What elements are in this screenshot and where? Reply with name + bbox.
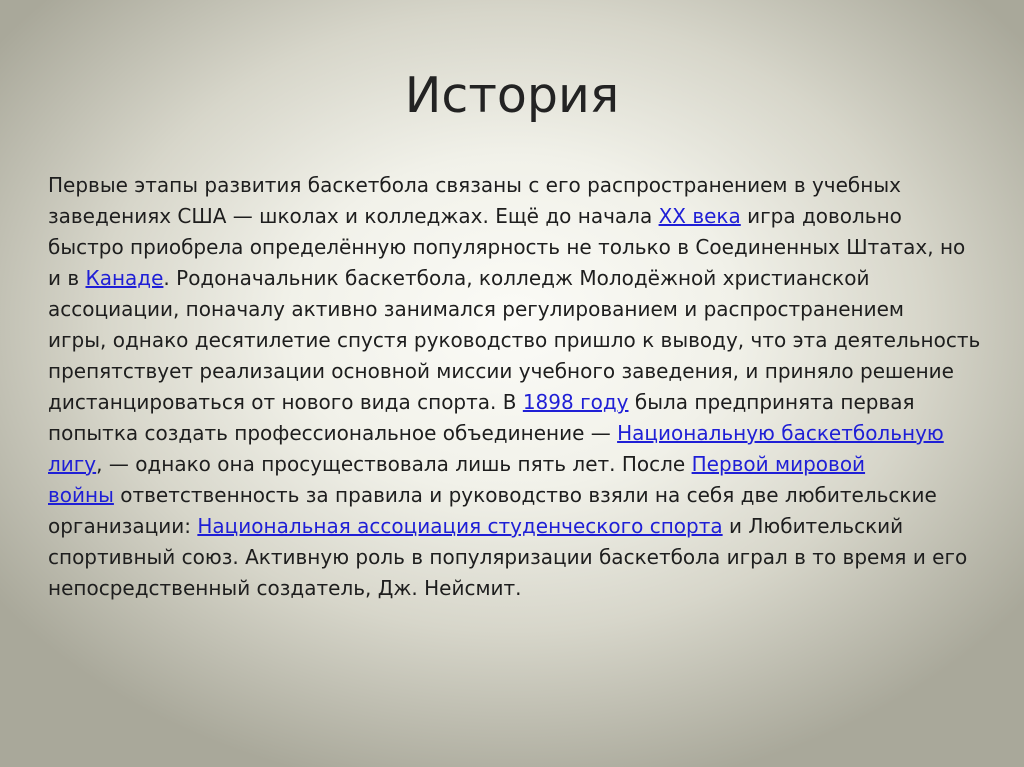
text-line xyxy=(48,387,998,418)
text-segment: игры, однако десятилетие спустя руководство пришло к выводу, что эта деятельность xyxy=(48,328,981,352)
text-line xyxy=(48,418,998,449)
text-segment: . Родоначальник баскетбола, колледж Молодёжной христианской xyxy=(163,266,870,290)
text-segment: Первые этапы развития баскетбола связаны с его распространением в учебных xyxy=(48,173,901,197)
text-line xyxy=(48,511,998,542)
link-ncaa[interactable]: Национальная ассоциация студенческого спорта xyxy=(197,514,723,538)
slide-body-text xyxy=(48,170,998,604)
text-segment: и Любительский xyxy=(722,514,904,538)
link-xx-century[interactable]: XX века xyxy=(658,204,741,228)
link-national-basketball-league-cont[interactable]: лигу xyxy=(48,452,97,476)
slide-title: История xyxy=(404,67,620,124)
text-line xyxy=(48,170,998,201)
text-segment: организации: xyxy=(48,514,198,538)
text-line xyxy=(48,449,998,480)
text-segment: непосредственный создатель, Дж. Нейсмит. xyxy=(48,576,522,600)
link-world-war-one[interactable]: Первой мировой xyxy=(691,452,866,476)
text-segment: была предпринята первая xyxy=(628,390,915,414)
text-segment: попытка создать профессиональное объединение — xyxy=(48,421,618,445)
text-line xyxy=(48,542,998,573)
text-segment: ассоциации, поначалу активно занимался регулированием и распространением xyxy=(48,297,904,321)
text-segment: и в xyxy=(48,266,86,290)
text-line xyxy=(48,573,998,604)
link-world-war-one-cont[interactable]: войны xyxy=(48,483,114,507)
text-line xyxy=(48,356,998,387)
text-line xyxy=(48,294,998,325)
text-segment: , — однако она просуществовала лишь пять лет. После xyxy=(96,452,692,476)
text-line xyxy=(48,325,998,356)
text-segment: ответственность за правила и руководство взяли на себя две любительские xyxy=(113,483,937,507)
text-segment: заведениях США — школах и колледжах. Ещё до начала xyxy=(48,204,659,228)
link-national-basketball-league[interactable]: Национальную баскетбольную xyxy=(617,421,944,445)
text-segment: дистанцироваться от нового вида спорта. В xyxy=(48,390,523,414)
text-line xyxy=(48,201,998,232)
text-segment: игра довольно xyxy=(740,204,902,228)
text-segment: быстро приобрела определённую популярность не только в Соединенных Штатах, но xyxy=(48,235,966,259)
text-segment: препятствует реализации основной миссии учебного заведения, и приняло решение xyxy=(48,359,954,383)
link-canada[interactable]: Канаде xyxy=(85,266,164,290)
text-line xyxy=(48,480,998,511)
text-segment: спортивный союз. Активную роль в популяризации баскетбола играл в то время и его xyxy=(48,545,968,569)
text-line xyxy=(48,232,998,263)
link-1898[interactable]: 1898 году xyxy=(522,390,629,414)
text-line xyxy=(48,263,998,294)
